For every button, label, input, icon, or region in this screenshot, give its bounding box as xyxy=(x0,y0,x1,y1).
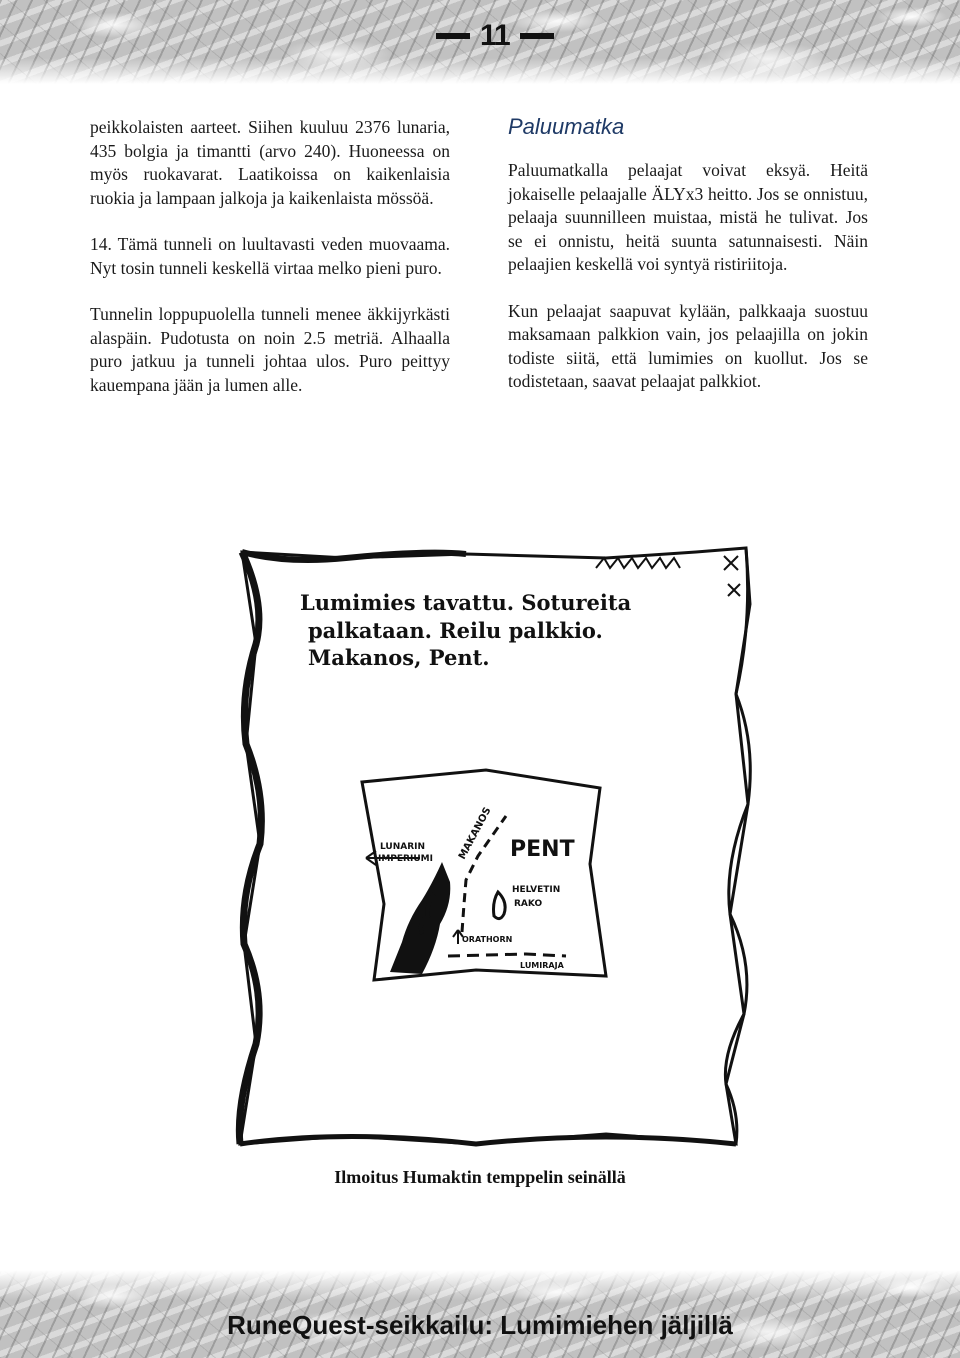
map-paper xyxy=(362,770,606,980)
notice-illustration xyxy=(226,544,778,1152)
map-label-lumiraja: LUMIRAJA xyxy=(520,961,564,970)
illustration-caption: Ilmoitus Humaktin temppelin seinällä xyxy=(334,1167,626,1187)
notice-line-3: Makanos, Pent. xyxy=(308,645,490,670)
map-label-rako: RAKO xyxy=(514,899,543,909)
map-label-orathorn: ORATHORN xyxy=(462,935,513,944)
map-label-imperiumi: IMPERIUMI xyxy=(378,854,433,864)
footer-title: RuneQuest-seikkailu: Lumimiehen jäljillä xyxy=(227,1310,733,1340)
page-number xyxy=(436,16,554,56)
left-paragraph-1: peikkolaisten aarteet. Siihen kuuluu 2376 lunaria, 435 bolgia ja timantti (arvo 240). Huoneessa on myös ruokavarat. Laatikoissa on kaikenlaisia ruokia ja lampaan jalkoja ja kaikenlaista mössöä. xyxy=(90,117,450,208)
map-drawing xyxy=(362,770,606,980)
notice-line-2: palkataan. Reilu palkkio. xyxy=(308,618,603,643)
left-paragraph-3: Tunnelin loppupuolella tunneli menee äkkijyrkästi alaspäin. Pudotusta on noin 2.5 metriä. Alhaalla puro jatkuu ja tunneli johtaa ulos. Puro peittyy kauempana jään ja lumen alle. xyxy=(90,304,450,395)
map-label-pent: PENT xyxy=(510,837,575,862)
left-column xyxy=(90,116,450,420)
right-column xyxy=(508,159,868,417)
section-heading-paluumatka: Paluumatka xyxy=(508,114,625,139)
map-label-helvetin: HELVETIN xyxy=(512,885,561,895)
page-number-value: 11 xyxy=(480,19,510,52)
notice-line-1: Lumimies tavattu. Sotureita xyxy=(300,590,632,615)
page-number-dash-left xyxy=(436,33,470,39)
map-label-lunarin: LUNARIN xyxy=(380,842,426,852)
right-paragraph-2: Kun pelaajat saapuvat kylään, palkkaaja suostuu maksamaan palkkion vain, jos pelaajilla on jokin todiste siitä, että lumimies on kuollut. Jos se todistetaan, saavat pelaajat palkkiot. xyxy=(508,300,868,391)
page-number-dash-right xyxy=(520,33,554,39)
map-label-makanos: MAKANOS xyxy=(456,805,494,862)
right-paragraph-1: Paluumatkalla pelaajat voivat eksyä. Heitä jokaiselle pelaajalle ÄLYx3 heitto. Jos se onnistuu, pelaaja suunnilleen muistaa, mistä he tulivat. Jos se ei onnistu, heitä suunta satunnaisesti. Näin pelaajien keskellä voi syntyä ristiriitoja. xyxy=(508,160,868,274)
left-paragraph-2: 14. Tämä tunneli on luultavasti veden muovaama. Nyt tosin tunneli keskellä virtaa melko pieni puro. xyxy=(90,234,450,278)
